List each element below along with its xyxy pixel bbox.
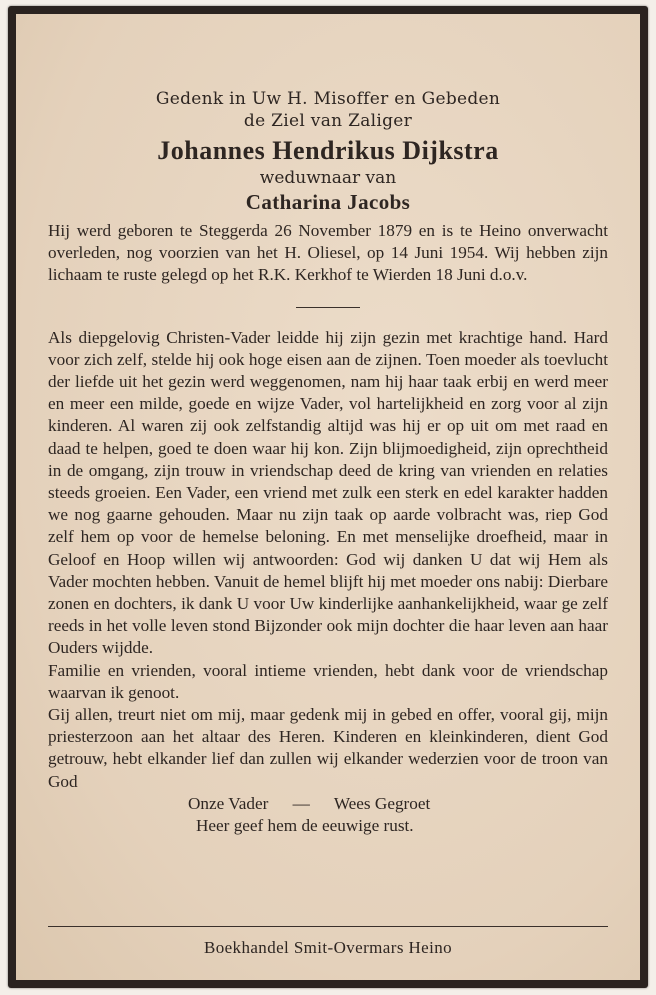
body-paragraph-1: Als diepgelovig Christen-Vader leidde hij zijn gezin met krachtige hand. Hard voor zich zelf, stelde hij ook hoge eisen aan de zijnen. Toen moeder als toevlucht der liefde uit het gezin werd weggenomen, nam hij haar taak erbij en werd meer en meer een milde, goede en wijze Vader, vol hartelijkheid en zorg voor al zijn kinderen. Al waren zij ook zelfstandig altijd was hij er op uit om met raad en daad te helpen, goed te doen waar hij kon. Zijn blijmoedigheid, zijn oprechtheid in de omgang, zijn trouw in vriendschap deed de kring van vrienden en relaties steeds groeien. Een Vader, een vriend met zulk een sterk en edel karakter hadden we nog gaarne gehouden. Maar nu zijn taak op aarde volbracht was, riep God zelf hem op voor de hemelse beloning. En met menselijke droefheid, maar in Geloof en Hoop willen wij antwoorden: God wij danken U dat wij Hem als Vader mochten hebben. Vanuit de hemel blijft hij met moeder ons nabij: Dierbare zonen en dochters, ik dank U voor Uw kinderlijke aanhankelijkheid, waar ge zelf reeds in het volle leven stond Bijzonder ook mijn dochter die haar leven aan haar Ouders wijdde. <box>48 327 608 658</box>
prayer-left: Onze Vader <box>188 793 269 813</box>
prayer-right: Wees Gegroet <box>333 793 431 813</box>
relation-text: weduwnaar van <box>259 168 397 188</box>
short-divider <box>296 307 360 308</box>
spouse-name: Catharina Jacobs <box>245 190 411 214</box>
prayer-line <box>48 793 608 815</box>
printer-credit: Boekhandel Smit-Overmars Heino <box>203 938 453 957</box>
body-paragraph-3: Gij allen, treurt niet om mij, maar gedenk mij in gebed en offer, vooral gij, mijn priesterzoon aan het altaar des Heren. Kinderen en kleinkinderen, dient God getrouw, hebt elkander lief dan zullen wij elkander wederzien voor de troon van God <box>48 705 608 791</box>
header-line-1: Gedenk in Uw H. Misoffer en Gebeden <box>155 89 501 109</box>
memorial-card <box>8 6 648 988</box>
prayer-closing: Heer geef hem de eeuwige rust. <box>196 816 414 836</box>
bottom-divider <box>48 926 608 927</box>
card-paper <box>16 14 640 980</box>
deceased-name: Johannes Hendrikus Dijkstra <box>157 136 499 165</box>
prayer-dash: — <box>292 793 310 813</box>
card-content <box>48 88 608 837</box>
header-line-2: de Ziel van Zaliger <box>243 111 413 131</box>
body-paragraph-2: Familie en vrienden, vooral intieme vrienden, hebt dank voor de vriendschap waarvan ik genoot. <box>48 660 608 702</box>
birth-death-paragraph: Hij werd geboren te Steggerda 26 November 1879 en is te Heino onverwacht overleden, nog voorzien van het H. Oliesel, op 14 Juni 1954. Wij hebben zijn lichaam te ruste gelegd op het R.K. Kerkhof te Wierden 18 Juni d.o.v. <box>48 221 608 285</box>
